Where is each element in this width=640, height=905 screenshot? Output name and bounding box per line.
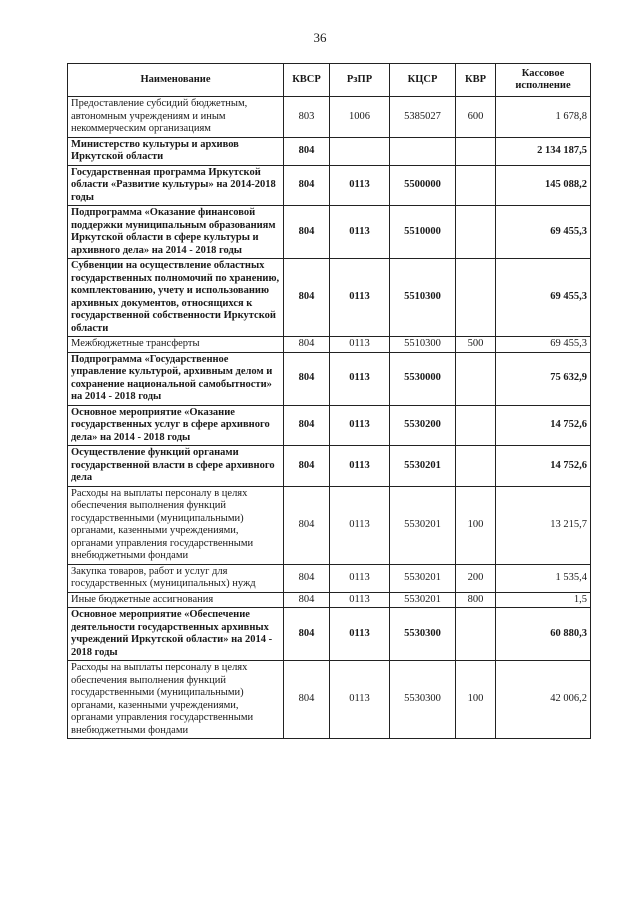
table-row: [68, 165, 591, 206]
table-row: [68, 564, 591, 592]
cell-rzpr: 0113: [330, 259, 390, 337]
cell-sum: 42 006,2: [496, 661, 591, 739]
cell-kcsr: 5530200: [390, 405, 456, 446]
header-cash-execution: Кассовое исполнение: [496, 64, 591, 97]
cell-kcsr: 5385027: [390, 97, 456, 138]
cell-kvsr: 804: [284, 206, 330, 259]
cell-rzpr: 0113: [330, 446, 390, 487]
table-row: [68, 446, 591, 487]
table-row: [68, 405, 591, 446]
table-body: [68, 97, 591, 739]
cell-kvsr: 804: [284, 446, 330, 487]
cell-rzpr: 0113: [330, 352, 390, 405]
header-kvr: КВР: [456, 64, 496, 97]
cell-rzpr: 0113: [330, 608, 390, 661]
table-header-row: [68, 64, 591, 97]
cell-kcsr: 5530300: [390, 608, 456, 661]
cell-kvr: 200: [456, 564, 496, 592]
cell-kvr: [456, 137, 496, 165]
cell-kvr: 600: [456, 97, 496, 138]
header-rzpr: РзПР: [330, 64, 390, 97]
cell-name: Субвенции на осуществление областных государственных полномочий по хранению, комплектованию, учету и использованию архивных документов, относящихся к государственной собственности Иркутской области: [68, 259, 284, 337]
cell-kvr: 500: [456, 337, 496, 353]
cell-kcsr: 5530201: [390, 446, 456, 487]
table-row: [68, 661, 591, 739]
cell-sum: 14 752,6: [496, 446, 591, 487]
cell-sum: 75 632,9: [496, 352, 591, 405]
cell-kvr: 800: [456, 592, 496, 608]
cell-rzpr: 0113: [330, 337, 390, 353]
page-number: 36: [313, 30, 327, 45]
cell-rzpr: 0113: [330, 661, 390, 739]
cell-kcsr: 5530300: [390, 661, 456, 739]
table-row: [68, 97, 591, 138]
cell-kvr: [456, 259, 496, 337]
cell-name: Основное мероприятие «Оказание государственных услуг в сфере архивного дела» на 2014 - 2018 годы: [68, 405, 284, 446]
table-row: [68, 592, 591, 608]
cell-kcsr: 5530000: [390, 352, 456, 405]
cell-sum: 2 134 187,5: [496, 137, 591, 165]
cell-kcsr: 5530201: [390, 564, 456, 592]
table-row: [68, 608, 591, 661]
cell-rzpr: 0113: [330, 206, 390, 259]
cell-rzpr: 0113: [330, 405, 390, 446]
table-row: [68, 137, 591, 165]
cell-rzpr: 0113: [330, 165, 390, 206]
cell-rzpr: [330, 137, 390, 165]
table-row: [68, 206, 591, 259]
header-kcsr: КЦСР: [390, 64, 456, 97]
cell-kvsr: 804: [284, 661, 330, 739]
cell-kvr: [456, 446, 496, 487]
cell-kvsr: 804: [284, 592, 330, 608]
header-kvsr: КВСР: [284, 64, 330, 97]
cell-kvr: [456, 165, 496, 206]
cell-kvsr: 804: [284, 165, 330, 206]
cell-sum: 60 880,3: [496, 608, 591, 661]
cell-kvr: 100: [456, 661, 496, 739]
cell-kvr: [456, 352, 496, 405]
cell-name: Расходы на выплаты персоналу в целях обеспечения выполнения функций государственными (муниципальными) органами, казенными учреждениями, органами управления государственными внебюджетными фондами: [68, 661, 284, 739]
cell-sum: 69 455,3: [496, 206, 591, 259]
cell-sum: 145 088,2: [496, 165, 591, 206]
cell-name: Межбюджетные трансферты: [68, 337, 284, 353]
cell-kvsr: 804: [284, 137, 330, 165]
cell-name: Закупка товаров, работ и услуг для государственных (муниципальных) нужд: [68, 564, 284, 592]
cell-name: Министерство культуры и архивов Иркутской области: [68, 137, 284, 165]
cell-kvr: [456, 608, 496, 661]
cell-kvsr: 804: [284, 352, 330, 405]
cell-kvsr: 803: [284, 97, 330, 138]
cell-kcsr: 5510300: [390, 259, 456, 337]
cell-sum: 14 752,6: [496, 405, 591, 446]
cell-sum: 1 535,4: [496, 564, 591, 592]
header-name: Наименование: [68, 64, 284, 97]
table-row: [68, 337, 591, 353]
cell-kvsr: 804: [284, 405, 330, 446]
cell-name: Осуществление функций органами государственной власти в сфере архивного дела: [68, 446, 284, 487]
cell-name: Подпрограмма «Оказание финансовой поддержки муниципальным образованиям Иркутской области в сфере культуры и архивного дела» на 2014 - 2018 годы: [68, 206, 284, 259]
table-row: [68, 352, 591, 405]
cell-rzpr: 0113: [330, 592, 390, 608]
budget-execution-table: [67, 63, 591, 739]
cell-kcsr: 5530201: [390, 486, 456, 564]
cell-sum: 13 215,7: [496, 486, 591, 564]
cell-name: Предоставление субсидий бюджетным, автономным учреждениям и иным некоммерческим организациям: [68, 97, 284, 138]
cell-sum: 69 455,3: [496, 337, 591, 353]
cell-name: Расходы на выплаты персоналу в целях обеспечения выполнения функций государственными (муниципальными) органами, казенными учреждениями, органами управления государственными внебюджетными фондами: [68, 486, 284, 564]
cell-kvsr: 804: [284, 337, 330, 353]
cell-name: Государственная программа Иркутской области «Развитие культуры» на 2014-2018 годы: [68, 165, 284, 206]
cell-kvr: [456, 206, 496, 259]
table-row: [68, 259, 591, 337]
cell-sum: 1 678,8: [496, 97, 591, 138]
table-row: [68, 486, 591, 564]
cell-rzpr: 0113: [330, 564, 390, 592]
cell-kcsr: [390, 137, 456, 165]
cell-kvsr: 804: [284, 486, 330, 564]
cell-kcsr: 5500000: [390, 165, 456, 206]
cell-name: Иные бюджетные ассигнования: [68, 592, 284, 608]
cell-kvsr: 804: [284, 608, 330, 661]
cell-kvsr: 804: [284, 259, 330, 337]
cell-kcsr: 5510000: [390, 206, 456, 259]
cell-rzpr: 0113: [330, 486, 390, 564]
cell-kvsr: 804: [284, 564, 330, 592]
cell-rzpr: 1006: [330, 97, 390, 138]
cell-kvr: 100: [456, 486, 496, 564]
cell-kcsr: 5510300: [390, 337, 456, 353]
cell-name: Основное мероприятие «Обеспечение деятельности государственных архивных учреждений Иркутской области» на 2014 - 2018 годы: [68, 608, 284, 661]
cell-kvr: [456, 405, 496, 446]
cell-sum: 69 455,3: [496, 259, 591, 337]
cell-kcsr: 5530201: [390, 592, 456, 608]
cell-sum: 1,5: [496, 592, 591, 608]
cell-name: Подпрограмма «Государственное управление культурой, архивным делом и сохранение национальной самобытности» на 2014 - 2018 годы: [68, 352, 284, 405]
